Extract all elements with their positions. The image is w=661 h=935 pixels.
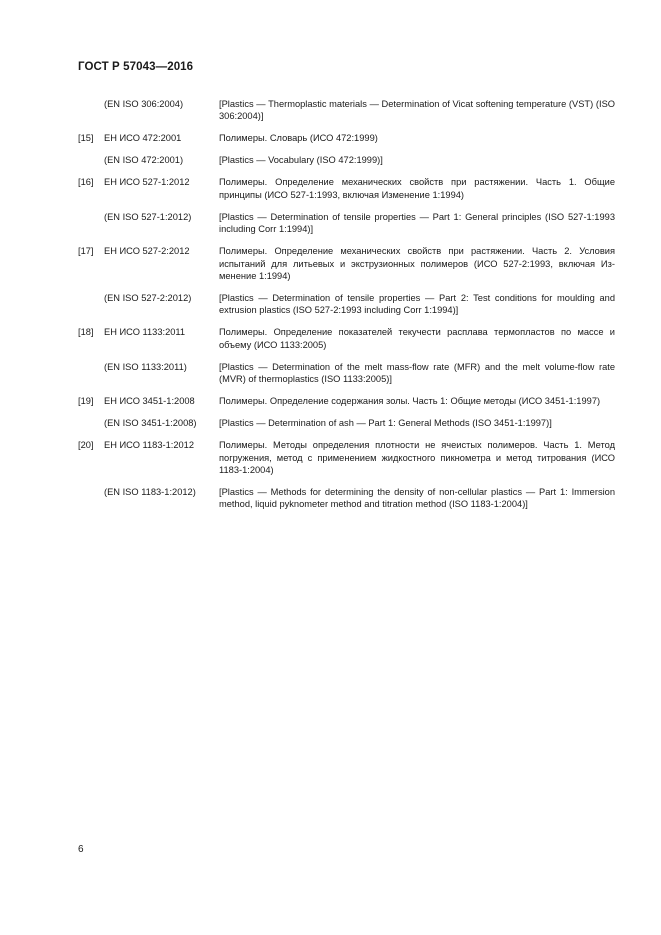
entry-description: [Plastics — Determination of tensile properties — Part 2: Test conditions for moulding and extrusion plastics (ISO 527-2:1993 including Corr 1:1994)]: [219, 293, 615, 316]
entry-number: [78, 417, 104, 429]
entry-description: Полимеры. Определение содержания золы. Часть 1: Общие методы (ИСО 3451-1:1997): [219, 396, 601, 407]
entry-standard-code: (EN ISO 527-1:2012): [104, 211, 192, 222]
entry-description: Полимеры. Определение показателей текучести расплава термопластов по массе и объему (ИСО 1133:2005): [219, 327, 615, 350]
entry-standard-code: ЕН ИСО 3451-1:2008: [104, 396, 195, 407]
entry-standard-code: ЕН ИСО 1183-1:2012: [104, 440, 195, 451]
page-number: 6: [78, 844, 84, 855]
entry-number: [16]: [78, 177, 94, 188]
bibliography-entry: [78, 176, 615, 201]
entry-standard-code: ЕН ИСО 1133:2011: [104, 327, 186, 338]
entry-number: [78, 361, 104, 386]
entry-standard-code: ЕН ИСО 472:2001: [104, 133, 182, 144]
bibliography-entry: [78, 439, 615, 476]
entry-number: [18]: [78, 327, 94, 338]
entry-standard-code: ЕН ИСО 527-1:2012: [104, 177, 190, 188]
entry-description: [Plastics — Vocabulary (ISO 472:1999)]: [219, 155, 383, 166]
entry-description: [Plastics — Thermoplastic materials — Determination of Vicat softening temperature (VST) (ISO 306:2004)]: [219, 99, 615, 122]
bibliography-entry: [78, 292, 615, 317]
bibliography-entry: [78, 486, 615, 511]
bibliography-entry: [78, 211, 615, 236]
entry-number: [15]: [78, 133, 94, 144]
entry-standard-code: ЕН ИСО 527-2:2012: [104, 246, 190, 257]
entry-standard-code: (EN ISO 1133:2011): [104, 361, 187, 372]
document-header-title: ГОСТ Р 57043—2016: [78, 61, 194, 73]
entry-number: [78, 292, 104, 317]
entry-description: Полимеры. Методы определения плотности не ячеистых полимеров. Часть 1. Метод погружения, метод с применением жидкостного пикнометра и метод титрования (ИСО 1183-1:2004): [219, 440, 615, 476]
entry-number: [17]: [78, 246, 94, 257]
entry-standard-code: (EN ISO 1183-1:2012): [104, 487, 196, 498]
entry-description: Полимеры. Определение механических свойств при растяжении. Часть 1. Общие принципы (ИСО 527-1:1993, включая Изменение 1:1994): [219, 177, 615, 200]
entry-description: Полимеры. Определение механических свойств при растяжении. Часть 2. Условия испытаний для литьевых и экструзионных полимеров (ИСО 527-2:1993, включая Изменение 1:1994): [219, 246, 615, 282]
entry-description: Полимеры. Словарь (ИСО 472:1999): [219, 133, 378, 144]
entry-number: [78, 211, 104, 236]
bibliography-entry: [78, 395, 615, 407]
entry-number: [78, 486, 104, 511]
entry-standard-code: (EN ISO 306:2004): [104, 99, 184, 109]
bibliography-entry: [78, 326, 615, 351]
bibliography-list: [78, 98, 615, 520]
entry-description: [Plastics — Methods for determining the density of non-cellular plastics — Part 1: Immersion method, liquid pyknometer method and titration method (ISO 1183-1:2004)]: [219, 487, 615, 510]
entry-number: [78, 98, 104, 123]
bibliography-entry: [78, 132, 615, 144]
entry-description: [Plastics — Determination of ash — Part 1: General Methods (ISO 3451-1:1997)]: [219, 418, 552, 429]
bibliography-entry: [78, 98, 615, 123]
entry-number: [78, 154, 104, 166]
entry-standard-code: (EN ISO 527-2:2012): [104, 293, 192, 304]
bibliography-entry: [78, 361, 615, 386]
entry-number: [19]: [78, 396, 94, 407]
bibliography-entry: [78, 417, 615, 429]
entry-description: [Plastics — Determination of tensile properties — Part 1: General principles (ISO 527-1:1993 including Corr 1:1994)]: [219, 211, 615, 235]
entry-description: [Plastics — Determination of the melt mass-flow rate (MFR) and the melt volume-flow rate (MVR) of thermoplastics (ISO 1133:2005)]: [219, 361, 615, 385]
entry-standard-code: (EN ISO 3451-1:2008): [104, 418, 197, 429]
entry-standard-code: (EN ISO 472:2001): [104, 155, 184, 166]
bibliography-entry: [78, 154, 615, 166]
entry-number: [20]: [78, 440, 94, 451]
bibliography-entry: [78, 245, 615, 282]
